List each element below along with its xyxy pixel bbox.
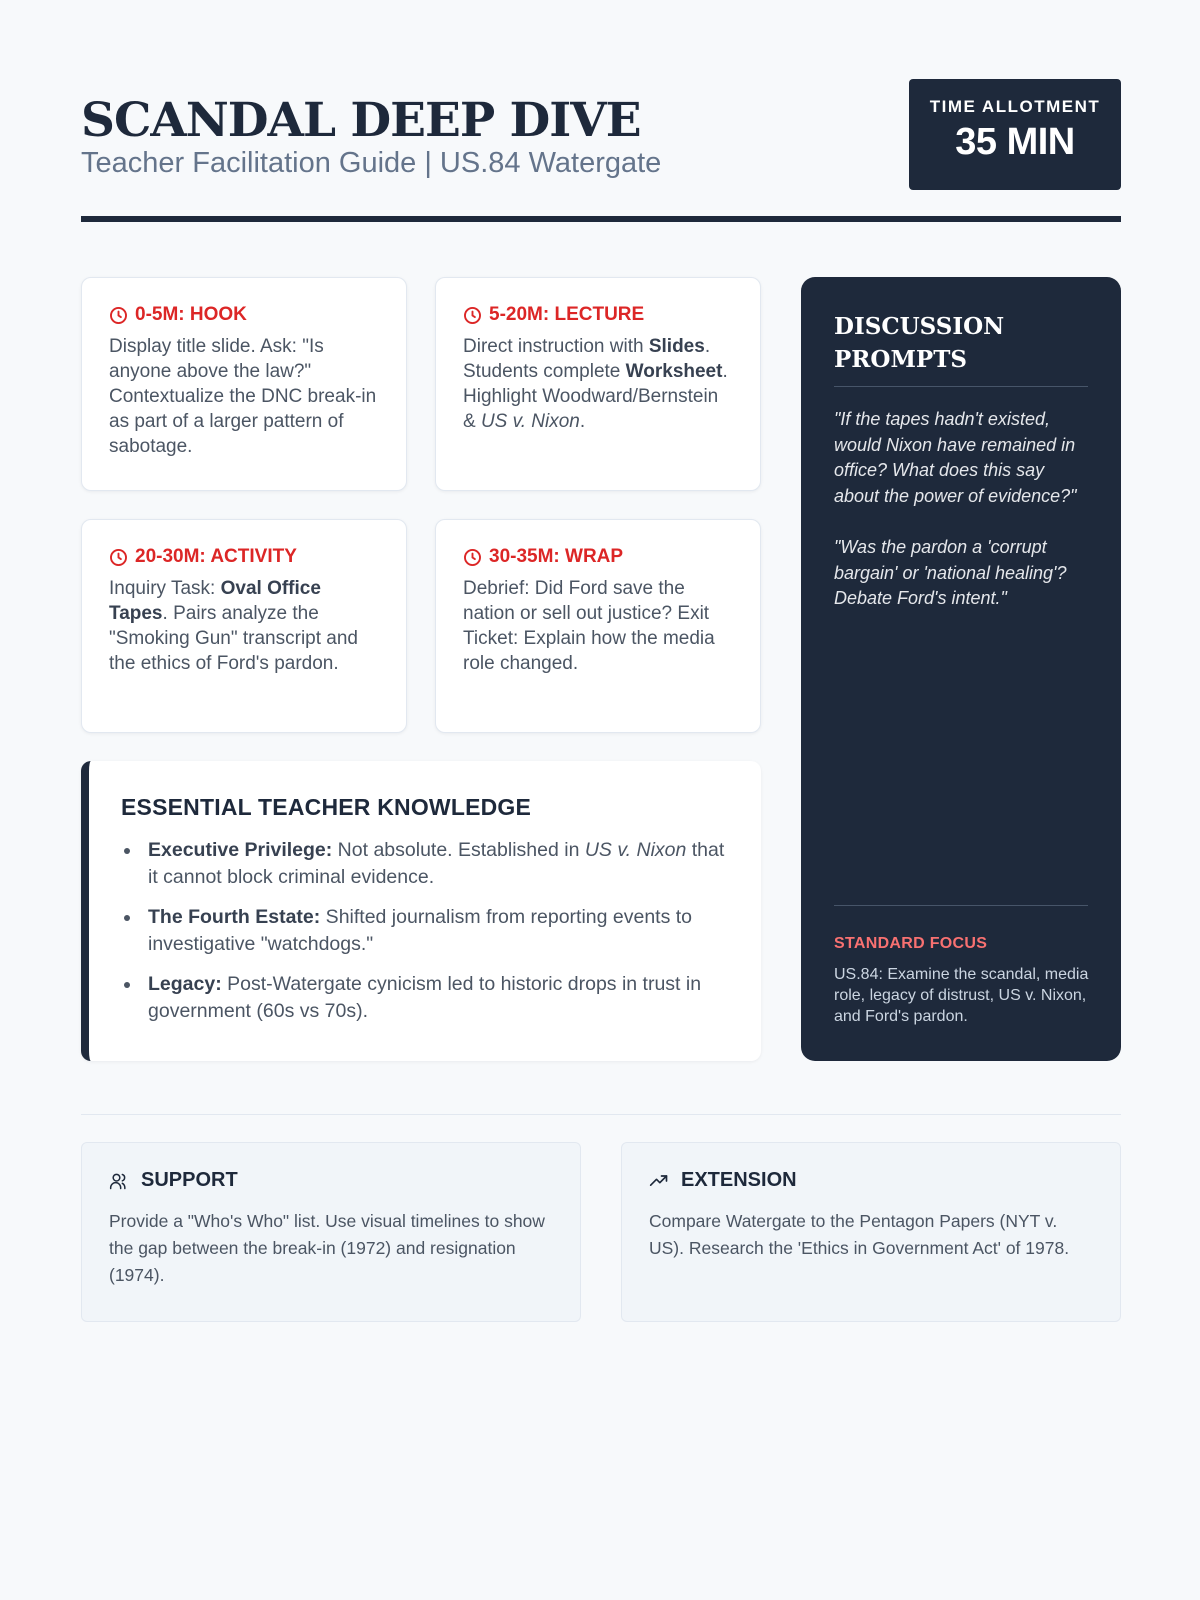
- clock-icon: [109, 548, 128, 567]
- phase-card-lecture: [435, 277, 761, 491]
- clock-icon: [109, 306, 128, 325]
- users-icon: [109, 1171, 129, 1191]
- phase-card-header: [463, 546, 734, 568]
- extension-title: EXTENSION: [681, 1169, 797, 1191]
- knowledge-item: The Fourth Estate: Shifted journalism from reporting events to investigative "watchdogs.": [121, 904, 731, 958]
- standard-focus-text: US.84: Examine the scandal, media role, legacy of distrust, US v. Nixon, and Ford's pardon.: [834, 966, 1089, 1025]
- phase-card-header: [109, 546, 380, 568]
- phase-description: Debrief: Did Ford save the nation or sell out justice? Exit Ticket: Explain how the media role changed.: [463, 578, 715, 674]
- phase-card-header: [463, 304, 734, 326]
- panel-divider: [834, 905, 1088, 906]
- phase-description: Direct instruction with Slides. Students complete Worksheet. Highlight Woodward/Bernstein & US v. Nixon.: [463, 336, 728, 432]
- trending-up-icon: [649, 1171, 669, 1191]
- support-text: Provide a "Who's Who" list. Use visual timelines to show the gap between the break-in (1972) and resignation (1974).: [109, 1211, 545, 1285]
- discussion-prompt: "Was the pardon a 'corrupt bargain' or 'national healing'? Debate Ford's intent.": [834, 537, 1067, 608]
- extension-header: [649, 1169, 1092, 1192]
- time-allotment-badge: [909, 79, 1121, 190]
- phase-title: 0-5M: HOOK: [135, 304, 247, 325]
- section-divider: [81, 1114, 1121, 1115]
- phase-description: Display title slide. Ask: "Is anyone above the law?" Contextualize the DNC break-in as part of a larger pattern of sabotage.: [109, 336, 377, 457]
- discussion-title: DISCUSSION PROMPTS: [834, 310, 1088, 387]
- knowledge-item: Executive Privilege: Not absolute. Established in US v. Nixon that it cannot block criminal evidence.: [121, 837, 731, 891]
- time-allotment-value: 35 MIN: [955, 121, 1075, 163]
- essential-knowledge-box: [81, 761, 761, 1061]
- discussion-prompt: "If the tapes hadn't existed, would Nixon have remained in office? What does this say about the power of evidence?": [834, 409, 1077, 506]
- time-allotment-label: TIME ALLOTMENT: [929, 97, 1101, 116]
- discussion-prompts-panel: [801, 277, 1121, 1061]
- header-divider: [81, 216, 1121, 222]
- page-subtitle: Teacher Facilitation Guide | US.84 Watergate: [81, 147, 662, 179]
- phase-title: 30-35M: WRAP: [489, 546, 624, 567]
- page-header: [81, 79, 1121, 223]
- phase-card-hook: [81, 277, 407, 491]
- phase-card-activity: [81, 519, 407, 733]
- phase-description: Inquiry Task: Oval Office Tapes. Pairs analyze the "Smoking Gun" transcript and the ethics of Ford's pardon.: [109, 578, 358, 674]
- support-title: SUPPORT: [141, 1169, 238, 1191]
- support-header: [109, 1169, 552, 1192]
- phase-title: 5-20M: LECTURE: [489, 304, 645, 325]
- knowledge-title: ESSENTIAL TEACHER KNOWLEDGE: [121, 794, 532, 820]
- extension-box: [621, 1142, 1121, 1322]
- extension-text: Compare Watergate to the Pentagon Papers (NYT v. US). Research the 'Ethics in Government Act' of 1978.: [649, 1211, 1070, 1258]
- phase-title: 20-30M: ACTIVITY: [135, 546, 297, 567]
- support-box: [81, 1142, 581, 1322]
- page-title: SCANDAL DEEP DIVE: [81, 93, 641, 148]
- phase-card-wrap: [435, 519, 761, 733]
- standard-focus-label: STANDARD FOCUS: [834, 935, 988, 952]
- clock-icon: [463, 306, 482, 325]
- clock-icon: [463, 548, 482, 567]
- knowledge-list: [121, 837, 731, 1025]
- phase-card-header: [109, 304, 380, 326]
- knowledge-item: Legacy: Post-Watergate cynicism led to historic drops in trust in government (60s vs 70s).: [121, 971, 731, 1025]
